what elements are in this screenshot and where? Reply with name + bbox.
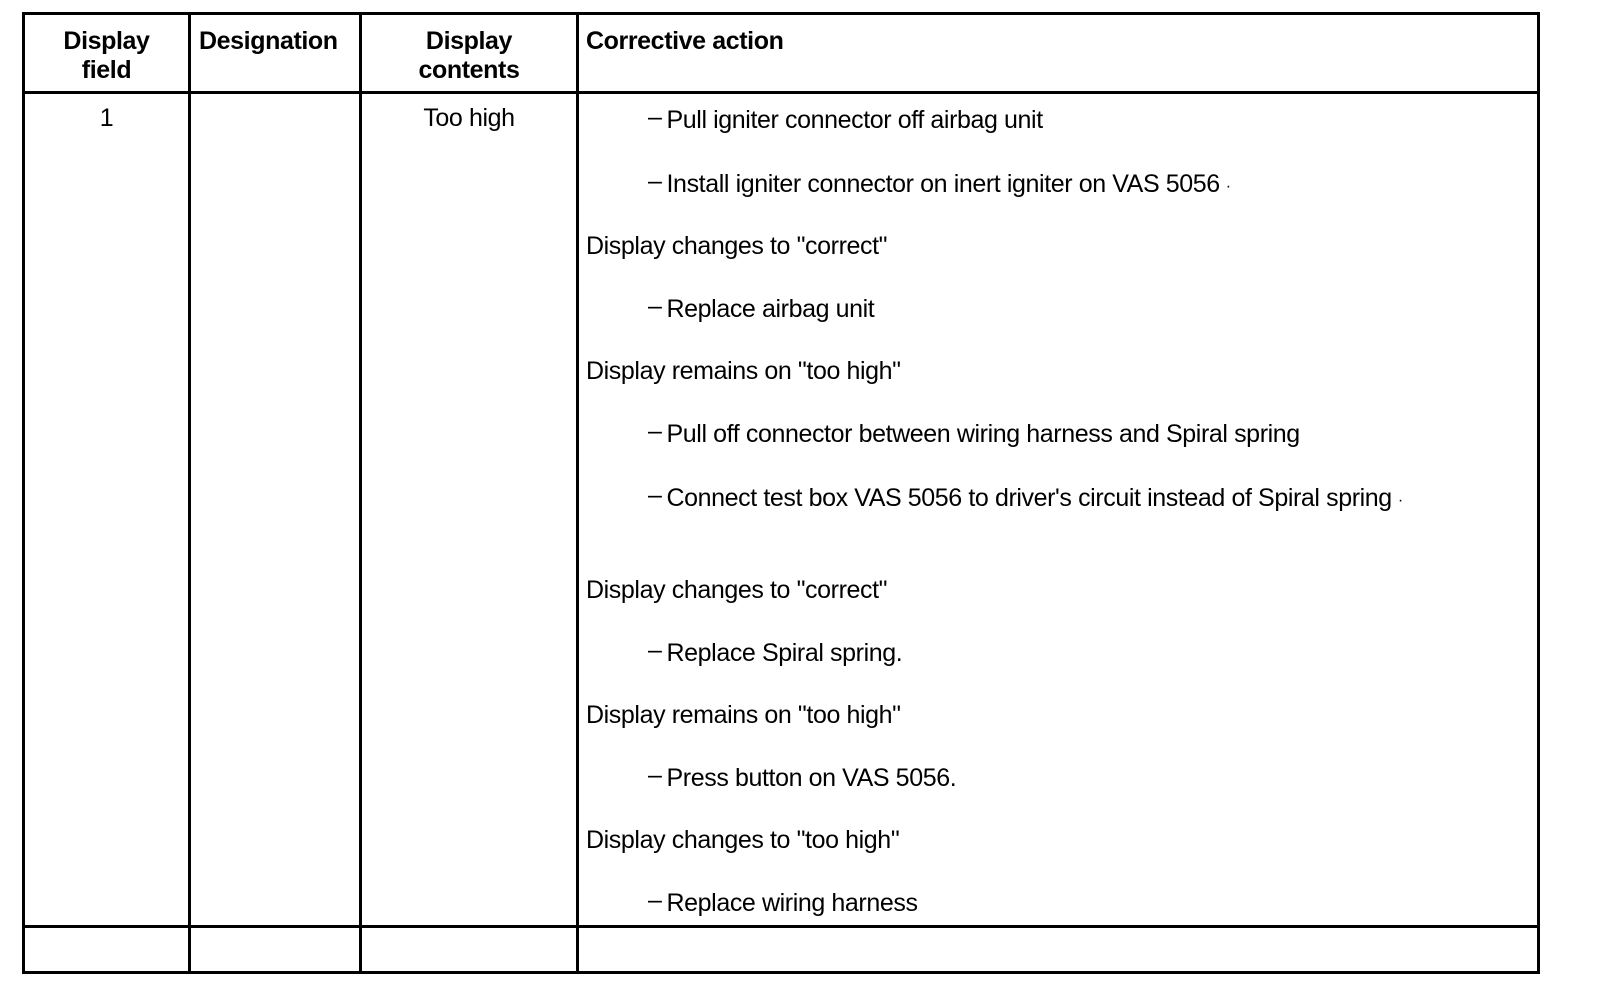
- action-text: Replace wiring harness: [666, 889, 918, 917]
- dash-bullet: –: [648, 481, 662, 509]
- dash-bullet: –: [648, 761, 662, 789]
- column-divider-1: [188, 15, 191, 971]
- header-display-field: [25, 27, 188, 85]
- dash-bullet: –: [648, 636, 662, 664]
- action-step: [648, 419, 1300, 449]
- column-divider-2: [359, 15, 362, 971]
- action-text: Pull igniter connector off airbag unit: [666, 106, 1043, 134]
- dash-bullet: –: [648, 167, 662, 195]
- action-text: Display changes to "too high": [586, 826, 900, 854]
- action-condition: [586, 356, 901, 386]
- action-step: [648, 169, 1231, 203]
- dash-bullet: –: [648, 417, 662, 445]
- reference-marker: ·: [1397, 492, 1403, 509]
- dash-bullet: –: [648, 886, 662, 914]
- action-text: Press button on VAS 5056.: [666, 764, 957, 792]
- header-corrective-action: Corrective action: [586, 27, 784, 55]
- row-1-display-field: 1: [99, 104, 114, 132]
- dash-bullet: –: [648, 292, 662, 320]
- action-text: Install igniter connector on inert igniter on VAS 5056: [666, 170, 1220, 198]
- reference-marker: ·: [1225, 178, 1231, 195]
- action-condition: [586, 575, 887, 605]
- row-divider: [25, 925, 1537, 928]
- header-display-field-line2: field: [81, 56, 132, 84]
- action-text: Display remains on "too high": [586, 357, 901, 385]
- header-display-contents-line1: Display: [425, 27, 513, 55]
- row-1-display-contents: Too high: [423, 104, 515, 132]
- action-text: Replace Spiral spring.: [666, 639, 903, 667]
- dash-bullet: –: [648, 103, 662, 131]
- action-step: [648, 294, 874, 324]
- action-step: [648, 105, 1043, 135]
- header-display-field-line1: Display: [63, 27, 150, 55]
- action-step: [648, 638, 902, 668]
- header-designation: Designation: [199, 27, 338, 55]
- header-display-contents-line2: contents: [418, 56, 520, 84]
- action-condition: [586, 825, 899, 855]
- action-text: Display remains on "too high": [586, 701, 901, 729]
- column-divider-3: [576, 15, 579, 971]
- action-text: Display changes to "correct": [586, 576, 888, 604]
- action-text: Display changes to "correct": [586, 232, 888, 260]
- action-text: Connect test box VAS 5056 to driver's circuit instead of Spiral spring: [666, 484, 1392, 512]
- row-1-corrective-action: [586, 15, 1526, 925]
- header-display-contents: [362, 27, 576, 85]
- action-step: [648, 483, 1403, 517]
- action-step: [648, 763, 956, 793]
- action-condition: [586, 231, 887, 261]
- action-step: [648, 888, 918, 918]
- action-text: Pull off connector between wiring harness and Spiral spring: [666, 420, 1300, 448]
- diagnostic-table: [22, 12, 1540, 974]
- action-text: Replace airbag unit: [666, 295, 875, 323]
- action-condition: [586, 700, 901, 730]
